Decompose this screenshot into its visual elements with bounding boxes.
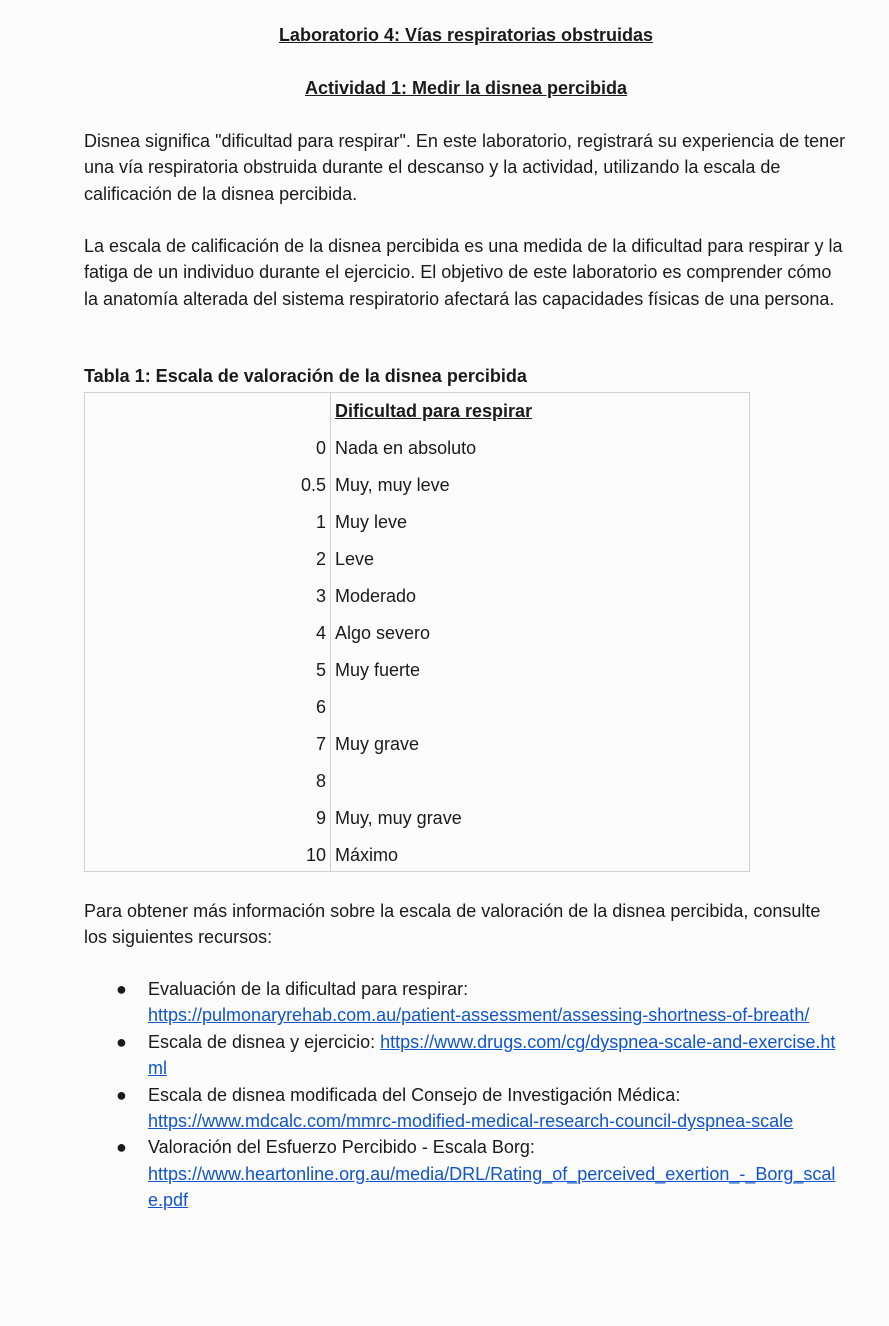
rating-label: Muy, muy grave <box>335 808 462 828</box>
list-item <box>84 1134 848 1213</box>
list-item <box>84 1029 848 1082</box>
bullet-icon: ● <box>116 1084 127 1105</box>
table-row <box>85 467 749 504</box>
resource-label: Escala de disnea modificada del Consejo de Investigación Médica: <box>148 1084 681 1105</box>
list-item <box>84 976 848 1029</box>
rating-label: Leve <box>335 549 375 569</box>
rating-value: 10 <box>305 845 326 865</box>
rating-label: Muy, muy leve <box>335 475 450 495</box>
resource-link-drugs[interactable]: https://www.drugs.com/cg/dyspnea-scale-and-exercise.html <box>148 1031 836 1079</box>
resource-link-pulmonaryrehab[interactable]: https://pulmonaryrehab.com.au/patient-assessment/assessing-shortness-of-breath/ <box>148 1005 810 1026</box>
rating-value: 0.5 <box>300 475 326 495</box>
dyspnea-rating-table <box>84 392 750 872</box>
rating-label: Nada en absoluto <box>335 438 477 458</box>
table-row <box>85 726 749 763</box>
rating-value: 5 <box>315 660 326 680</box>
resource-link-heartonline[interactable]: https://www.heartonline.org.au/media/DRL/Rating_of_perceived_exertion_-_Borg_scale.pdf <box>148 1163 836 1211</box>
table-row <box>85 837 749 874</box>
intro-paragraph: Disnea significa "dificultad para respirar". En este laboratorio, registrará su experiencia de tener una vía respiratoria obstruida durante el descanso y la actividad, utilizando la escala de calificación de la disnea percibida. <box>84 131 846 204</box>
rating-value: 2 <box>315 549 326 569</box>
rating-value: 3 <box>315 586 326 606</box>
document-title: Laboratorio 4: Vías respiratorias obstruidas <box>278 25 654 45</box>
description-paragraph: La escala de calificación de la disnea percibida es una medida de la dificultad para respirar y la fatiga de un individuo durante el ejercicio. El objetivo de este laboratorio es comprender cómo la anatomía alterada del sistema respiratorio afectará las capacidades físicas de una persona. <box>84 236 843 309</box>
rating-value: 4 <box>315 623 326 643</box>
table-row <box>85 541 749 578</box>
resources-intro-paragraph: Para obtener más información sobre la escala de valoración de la disnea percibida, consulte los siguientes recursos: <box>84 901 821 948</box>
resource-label: Valoración del Esfuerzo Percibido - Escala Borg: <box>148 1137 535 1158</box>
bullet-icon: ● <box>116 1031 127 1052</box>
rating-value: 6 <box>315 697 326 717</box>
rating-value: 9 <box>315 808 326 828</box>
resource-label: Evaluación de la dificultad para respirar: <box>148 979 469 999</box>
rating-value: 1 <box>315 512 326 532</box>
rating-label: Máximo <box>335 845 399 865</box>
table-row <box>85 689 749 726</box>
table-header-row <box>85 393 749 430</box>
table-row <box>85 800 749 837</box>
table-row <box>85 504 749 541</box>
resource-link-mdcalc[interactable]: https://www.mdcalc.com/mmrc-modified-medical-research-council-dyspnea-scale <box>148 1111 794 1132</box>
table-header-difficulty: Dificultad para respirar <box>335 401 533 421</box>
bullet-icon: ● <box>116 979 127 999</box>
table-caption: Tabla 1: Escala de valoración de la disnea percibida <box>84 366 527 386</box>
table-row <box>85 578 749 615</box>
rating-value: 0 <box>315 438 326 458</box>
bullet-icon: ● <box>116 1137 127 1158</box>
rating-label: Muy leve <box>335 512 408 532</box>
rating-label: Algo severo <box>335 623 431 643</box>
rating-label: Muy fuerte <box>335 660 421 680</box>
rating-value: 8 <box>315 771 326 791</box>
rating-value: 7 <box>315 734 326 754</box>
table-row <box>85 763 749 800</box>
list-item <box>84 1082 848 1135</box>
rating-label: Muy grave <box>335 734 420 754</box>
table-row <box>85 652 749 689</box>
table-row <box>85 615 749 652</box>
resource-label: Escala de disnea y ejercicio: <box>148 1031 376 1052</box>
activity-subtitle: Actividad 1: Medir la disnea percibida <box>304 78 628 98</box>
table-row <box>85 430 749 467</box>
rating-label: Moderado <box>335 586 417 606</box>
resources-list <box>84 976 848 1214</box>
